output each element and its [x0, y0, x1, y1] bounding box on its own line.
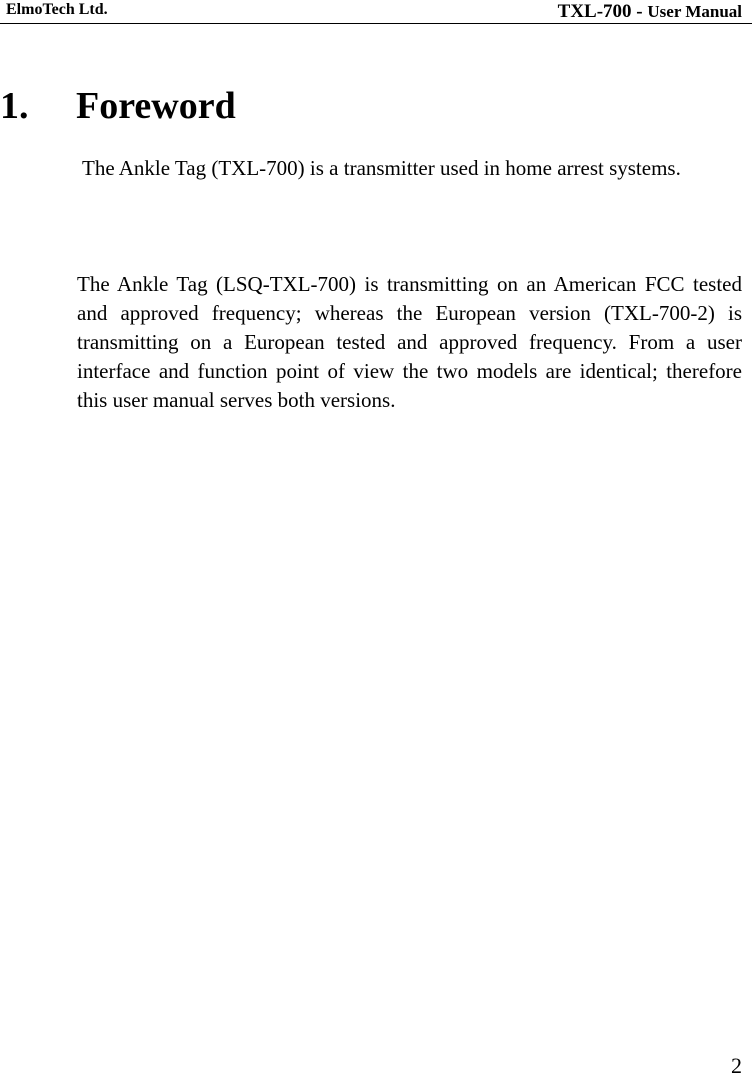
company-name: ElmoTech Ltd. — [6, 1, 108, 18]
page-number: 2 — [731, 1053, 742, 1078]
page-header — [0, 0, 752, 24]
product-name: TXL-700 - — [557, 1, 648, 22]
intro-paragraph: The Ankle Tag (TXL-700) is a transmitter used in home arrest systems. — [82, 156, 681, 180]
versions-paragraph: The Ankle Tag (LSQ-TXL-700) is transmitting on an American FCC tested and approved frequency; whereas the European version (TXL-700-2) is transmitting on a European tested and approved frequency. From a user interface and function point of view the two models are identical; therefore this user manual serves both versions. — [77, 272, 742, 412]
manual-label: User Manual — [647, 2, 742, 21]
document-title — [558, 2, 742, 22]
section-number: 1. — [0, 85, 29, 127]
section-title: Foreword — [76, 85, 236, 127]
section-heading — [0, 84, 236, 128]
